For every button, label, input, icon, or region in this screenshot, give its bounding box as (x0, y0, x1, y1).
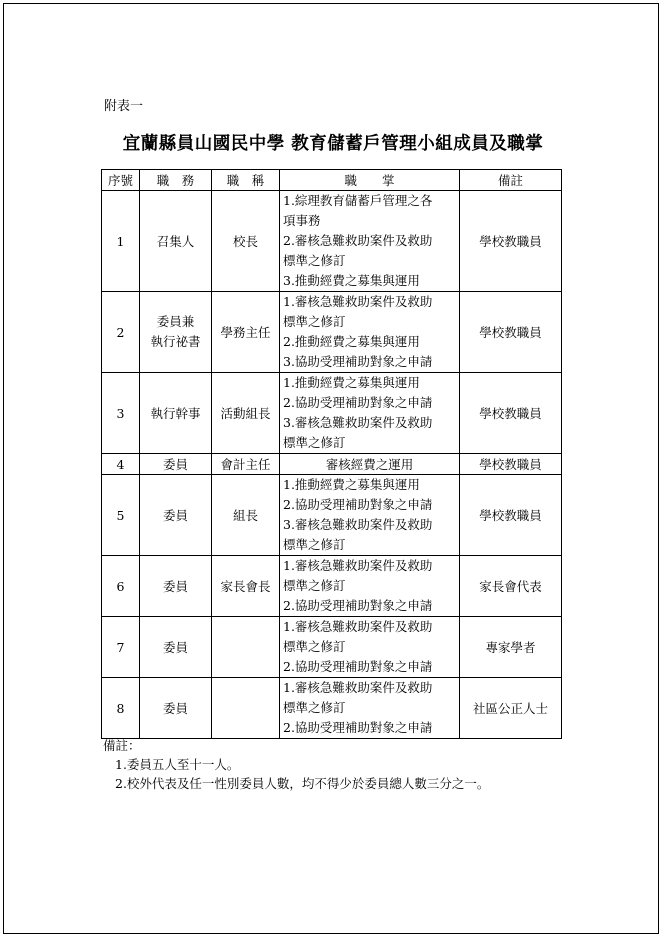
row-title: 組長 (212, 475, 280, 556)
row-title: 活動組長 (212, 373, 280, 454)
duty-line: 3.推動經費之募集與運用 (283, 273, 420, 288)
row-remark: 學校教職員 (460, 191, 562, 292)
row-role: 委員 (140, 678, 212, 739)
row-number: 3 (102, 373, 140, 454)
row-remark: 社區公正人士 (460, 678, 562, 739)
row-duties (280, 617, 460, 678)
role-line: 執行祕書 (150, 334, 201, 349)
header-title: 職 稱 (212, 170, 280, 191)
duty-line: 1.審核急難救助案件及救助 (283, 680, 433, 695)
duty-line: 2.協助受理補助對象之申請 (283, 720, 433, 735)
duty-line: 標準之修訂 (283, 700, 346, 715)
duty-line: 標準之修訂 (283, 435, 346, 450)
table-row (102, 454, 562, 475)
duty-line: 2.協助受理補助對象之申請 (283, 395, 433, 410)
row-remark: 家長會代表 (460, 556, 562, 617)
duty-line: 標準之修訂 (283, 537, 346, 552)
note-item: 1.委員五人至十一人。 (115, 757, 240, 772)
document-title: 宜蘭縣員山國民中學 教育儲蓄戶管理小組成員及職掌 (122, 134, 544, 154)
duty-line: 標準之修訂 (283, 578, 346, 593)
row-number: 2 (102, 292, 140, 373)
duty-line: 2.協助受理補助對象之申請 (283, 598, 433, 613)
row-title (212, 678, 280, 739)
row-role: 委員 (140, 475, 212, 556)
row-number: 7 (102, 617, 140, 678)
duty-line: 2.推動經費之募集與運用 (283, 334, 420, 349)
notes-section (103, 736, 489, 793)
row-role: 召集人 (140, 191, 212, 292)
duty-line: 1.推動經費之募集與運用 (283, 477, 420, 492)
duty-line: 標準之修訂 (283, 639, 346, 654)
duty-line: 標準之修訂 (283, 314, 346, 329)
row-title: 校長 (212, 191, 280, 292)
row-role (140, 292, 212, 373)
row-number: 5 (102, 475, 140, 556)
duty-line: 2.協助受理補助對象之申請 (283, 659, 433, 674)
duty-line: 3.協助受理補助對象之申請 (283, 354, 433, 369)
table-row (102, 292, 562, 373)
row-duties (280, 373, 460, 454)
header-duties: 職 掌 (280, 170, 460, 191)
duty-line: 標準之修訂 (283, 253, 346, 268)
row-duties (280, 475, 460, 556)
row-duties: 審核經費之運用 (280, 454, 460, 475)
duty-line: 1.審核急難救助案件及救助 (283, 558, 433, 573)
row-role: 委員 (140, 556, 212, 617)
table-row (102, 678, 562, 739)
note-item: 2.校外代表及任一性別委員人數，均不得少於委員總人數三分之一。 (115, 776, 490, 791)
table-row (102, 617, 562, 678)
role-line: 委員兼 (156, 314, 195, 329)
duty-line: 1.審核急難救助案件及救助 (283, 619, 433, 634)
duty-line: 1.綜理教育儲蓄戶管理之各 (283, 193, 433, 208)
table-row (102, 373, 562, 454)
row-remark: 學校教職員 (460, 454, 562, 475)
duty-line: 1.推動經費之募集與運用 (283, 375, 420, 390)
committee-table (101, 169, 562, 739)
row-remark: 學校教職員 (460, 292, 562, 373)
row-remark: 學校教職員 (460, 475, 562, 556)
duty-line: 2.協助受理補助對象之申請 (283, 497, 433, 512)
duty-line: 項事務 (283, 213, 321, 228)
annex-label: 附表一 (104, 99, 144, 114)
notes-heading: 備註： (103, 738, 141, 753)
table-row (102, 191, 562, 292)
header-role: 職 務 (140, 170, 212, 191)
row-number: 1 (102, 191, 140, 292)
header-remarks: 備註 (460, 170, 562, 191)
row-duties (280, 556, 460, 617)
row-duties (280, 678, 460, 739)
header-number: 序號 (102, 170, 140, 191)
duty-line: 1.審核急難救助案件及救助 (283, 294, 433, 309)
row-title: 會計主任 (212, 454, 280, 475)
row-duties (280, 292, 460, 373)
table-row (102, 556, 562, 617)
duty-line: 3.審核急難救助案件及救助 (283, 415, 433, 430)
row-role: 委員 (140, 454, 212, 475)
row-remark: 學校教職員 (460, 373, 562, 454)
row-duties (280, 191, 460, 292)
row-number: 8 (102, 678, 140, 739)
row-number: 6 (102, 556, 140, 617)
row-role: 委員 (140, 617, 212, 678)
row-title: 學務主任 (212, 292, 280, 373)
table-header-row (102, 170, 562, 191)
duty-line: 2.審核急難救助案件及救助 (283, 233, 433, 248)
row-role: 執行幹事 (140, 373, 212, 454)
table-row (102, 475, 562, 556)
row-title (212, 617, 280, 678)
row-title: 家長會長 (212, 556, 280, 617)
row-number: 4 (102, 454, 140, 475)
duty-line: 3.審核急難救助案件及救助 (283, 517, 433, 532)
row-remark: 專家學者 (460, 617, 562, 678)
